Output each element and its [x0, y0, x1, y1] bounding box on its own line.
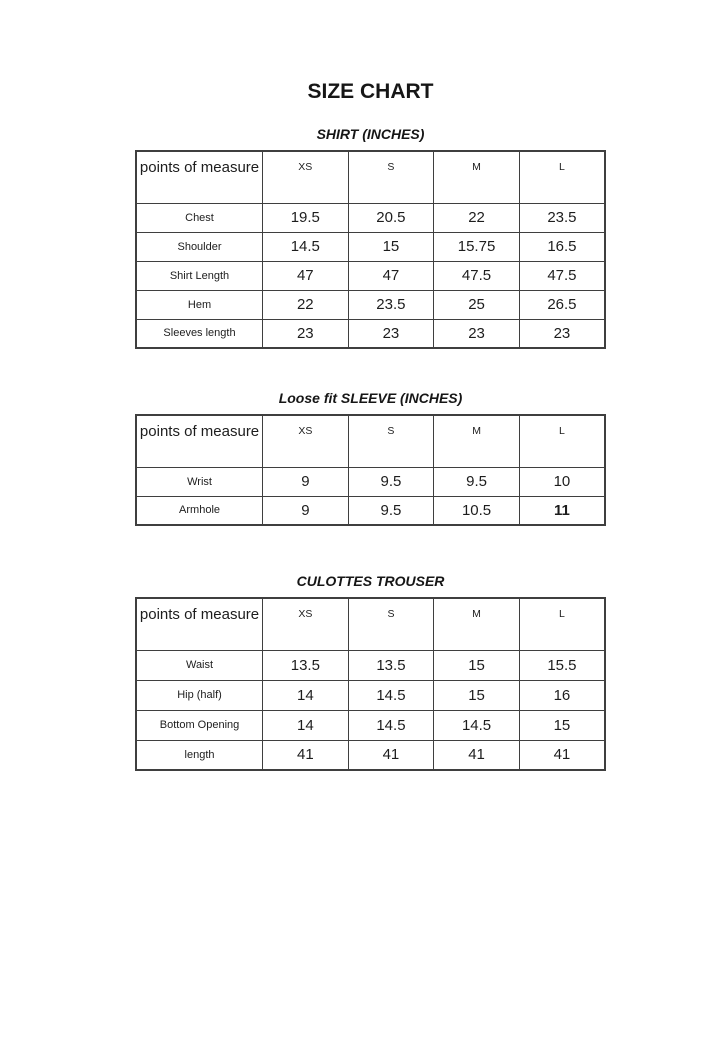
- measure-value: 23.5: [348, 290, 434, 319]
- measure-value: 41: [519, 740, 605, 770]
- document-content: [135, 80, 606, 771]
- trouser-size-table: [135, 597, 606, 771]
- measure-value: 16.5: [519, 232, 605, 261]
- measure-value: 47: [263, 261, 349, 290]
- row-label: Hip (half): [136, 680, 263, 710]
- size-column-header-s: S: [348, 598, 434, 650]
- sleeve-size-table: [135, 414, 606, 526]
- points-of-measure-header: points of measure: [136, 415, 263, 467]
- page-title: SIZE CHART: [307, 80, 434, 103]
- measure-value: 16: [519, 680, 605, 710]
- table-header-row: [136, 415, 605, 467]
- size-column-header-m: M: [434, 598, 520, 650]
- table-row-hem: [136, 290, 605, 319]
- size-column-header-xs: XS: [263, 598, 349, 650]
- measure-value: 23: [519, 319, 605, 348]
- table-row-waist: [136, 650, 605, 680]
- section-title-sleeve: Loose fit SLEEVE (INCHES): [278, 390, 463, 406]
- measure-value: 14: [263, 710, 349, 740]
- points-of-measure-header: points of measure: [136, 598, 263, 650]
- measure-value: 13.5: [263, 650, 349, 680]
- measure-value: 19.5: [263, 203, 349, 232]
- measure-value: 15.5: [519, 650, 605, 680]
- table-row-shoulder: [136, 232, 605, 261]
- measure-value: 15.75: [434, 232, 520, 261]
- measure-value: 14: [263, 680, 349, 710]
- measure-value: 15: [434, 680, 520, 710]
- points-of-measure-header: points of measure: [136, 151, 263, 203]
- measure-value: 15: [519, 710, 605, 740]
- section-title-shirt: SHIRT (INCHES): [316, 126, 425, 142]
- size-column-header-s: S: [348, 415, 434, 467]
- measure-value: 25: [434, 290, 520, 319]
- measure-value: 13.5: [348, 650, 434, 680]
- row-label: Shoulder: [136, 232, 263, 261]
- measure-value: 47.5: [519, 261, 605, 290]
- size-column-header-l: L: [519, 598, 605, 650]
- measure-value: 22: [434, 203, 520, 232]
- measure-value: 9.5: [348, 496, 434, 525]
- measure-value: 9.5: [348, 467, 434, 496]
- table-header-row: [136, 151, 605, 203]
- measure-value: 9: [263, 496, 349, 525]
- size-column-header-m: M: [434, 151, 520, 203]
- measure-value: 9: [263, 467, 349, 496]
- measure-value: 15: [348, 232, 434, 261]
- measure-value: 20.5: [348, 203, 434, 232]
- row-label: length: [136, 740, 263, 770]
- measure-value: 26.5: [519, 290, 605, 319]
- size-column-header-xs: XS: [263, 415, 349, 467]
- row-label: Bottom Opening: [136, 710, 263, 740]
- measure-value: 41: [348, 740, 434, 770]
- measure-value: 9.5: [434, 467, 520, 496]
- table-row-length: [136, 740, 605, 770]
- row-label: Shirt Length: [136, 261, 263, 290]
- size-column-header-l: L: [519, 415, 605, 467]
- table-row-bottom-opening: [136, 710, 605, 740]
- shirt-size-table: [135, 150, 606, 349]
- table-row-chest: [136, 203, 605, 232]
- measure-value: 23: [434, 319, 520, 348]
- measure-value: 10.5: [434, 496, 520, 525]
- measure-value: 23.5: [519, 203, 605, 232]
- section-title-trouser: CULOTTES TROUSER: [296, 573, 445, 589]
- row-label: Wrist: [136, 467, 263, 496]
- size-column-header-m: M: [434, 415, 520, 467]
- measure-value: 14.5: [263, 232, 349, 261]
- measure-value: 15: [434, 650, 520, 680]
- measure-value: 22: [263, 290, 349, 319]
- measure-value: 41: [434, 740, 520, 770]
- table-header-row: [136, 598, 605, 650]
- table-row-wrist: [136, 467, 605, 496]
- measure-value: 23: [348, 319, 434, 348]
- measure-value: 47.5: [434, 261, 520, 290]
- row-label: Armhole: [136, 496, 263, 525]
- size-column-header-l: L: [519, 151, 605, 203]
- measure-value: 14.5: [434, 710, 520, 740]
- row-label: Chest: [136, 203, 263, 232]
- table-row-armhole: [136, 496, 605, 525]
- measure-value: 41: [263, 740, 349, 770]
- table-row-sleeves-length: [136, 319, 605, 348]
- measure-value: 14.5: [348, 680, 434, 710]
- size-column-header-xs: XS: [263, 151, 349, 203]
- size-column-header-s: S: [348, 151, 434, 203]
- table-row-hip: [136, 680, 605, 710]
- row-label: Waist: [136, 650, 263, 680]
- measure-value: 47: [348, 261, 434, 290]
- measure-value: 23: [263, 319, 349, 348]
- table-row-shirt-length: [136, 261, 605, 290]
- row-label: Sleeves length: [136, 319, 263, 348]
- measure-value: 10: [519, 467, 605, 496]
- measure-value-bold: 11: [519, 496, 605, 525]
- measure-value: 14.5: [348, 710, 434, 740]
- row-label: Hem: [136, 290, 263, 319]
